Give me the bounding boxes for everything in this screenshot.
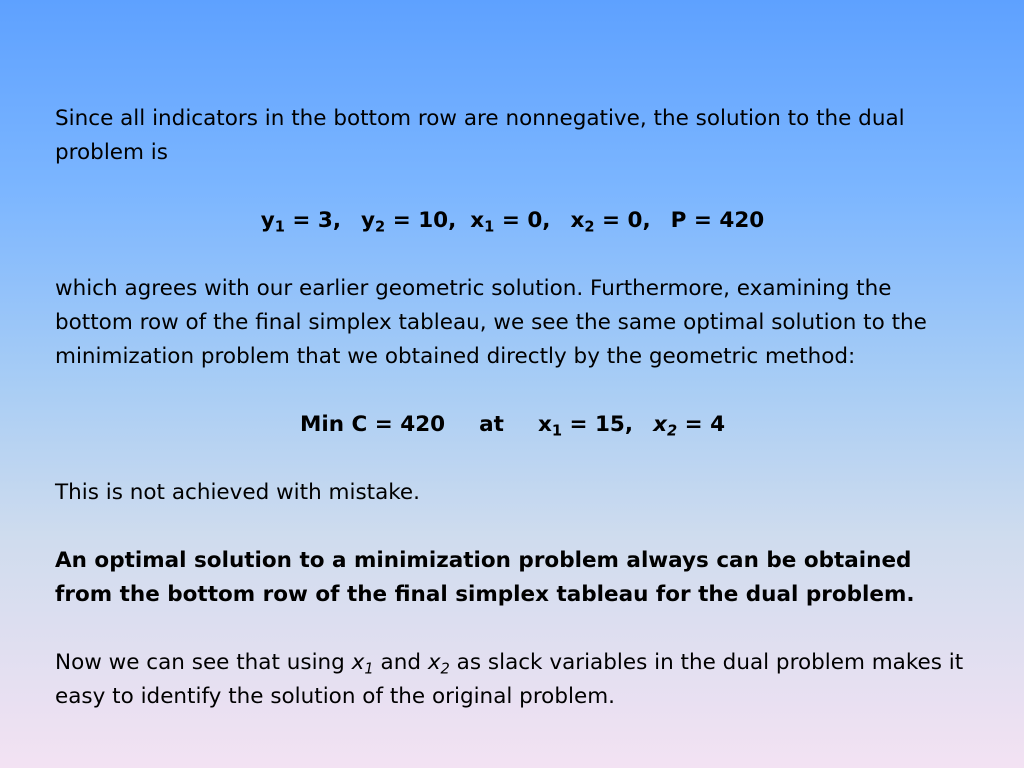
- slack-x1-variable: x: [351, 650, 365, 675]
- y2-subscript: 2: [375, 218, 386, 236]
- min-x2-variable: x: [653, 412, 667, 437]
- paragraph-dual-solution-intro: Since all indicators in the bottom row are nonnegative, the solution to the dual problem is: [55, 106, 905, 165]
- slack-text-part1: Now we can see that using: [55, 650, 352, 675]
- slack-x2-variable: x: [427, 650, 441, 675]
- paragraph-no-mistake: This is not achieved with mistake.: [55, 480, 420, 505]
- x2-subscript: 2: [584, 218, 595, 236]
- at-word: at: [479, 412, 504, 437]
- slack-x2-subscript: 2: [440, 660, 450, 678]
- paragraph-optimal-solution-statement: An optimal solution to a minimization problem always can be obtained from the bottom row of the final simplex tableau for the dual problem.: [55, 548, 915, 607]
- min-x2-subscript: 2: [666, 422, 678, 440]
- p-value: P = 420: [670, 208, 765, 233]
- min-solution-equation: [55, 408, 970, 442]
- y2-variable: y: [361, 208, 376, 233]
- x1-subscript: 1: [484, 218, 495, 236]
- y1-subscript: 1: [274, 218, 285, 236]
- min-x1-value: = 15,: [561, 412, 634, 437]
- slack-text-part3: as slack variables in the dual problem makes it easy to identify the solution of the original problem.: [55, 650, 964, 709]
- x2-variable: x: [570, 208, 585, 233]
- dual-solution-equation: [55, 204, 970, 238]
- slack-x1-subscript: 1: [364, 660, 374, 678]
- x1-value: = 0,: [494, 208, 551, 233]
- slack-text-part2: and: [373, 650, 428, 675]
- paragraph-geometric-agreement: which agrees with our earlier geometric solution. Furthermore, examining the bottom row of the final simplex tableau, we see the same optimal solution to the minimization problem that we obtained directly by the geometric method:: [55, 276, 927, 369]
- min-c-value: Min C = 420: [299, 412, 446, 437]
- x2-value: = 0,: [594, 208, 651, 233]
- paragraph-slack-variables: [55, 646, 970, 714]
- min-x1-subscript: 1: [551, 422, 562, 440]
- x1-variable: x: [470, 208, 485, 233]
- slide-content: [55, 102, 970, 714]
- y1-variable: y: [260, 208, 275, 233]
- min-x1-variable: x: [537, 412, 552, 437]
- min-x2-value: = 4: [677, 412, 726, 437]
- y1-value: = 3,: [284, 208, 342, 233]
- y2-value: = 10,: [385, 208, 457, 233]
